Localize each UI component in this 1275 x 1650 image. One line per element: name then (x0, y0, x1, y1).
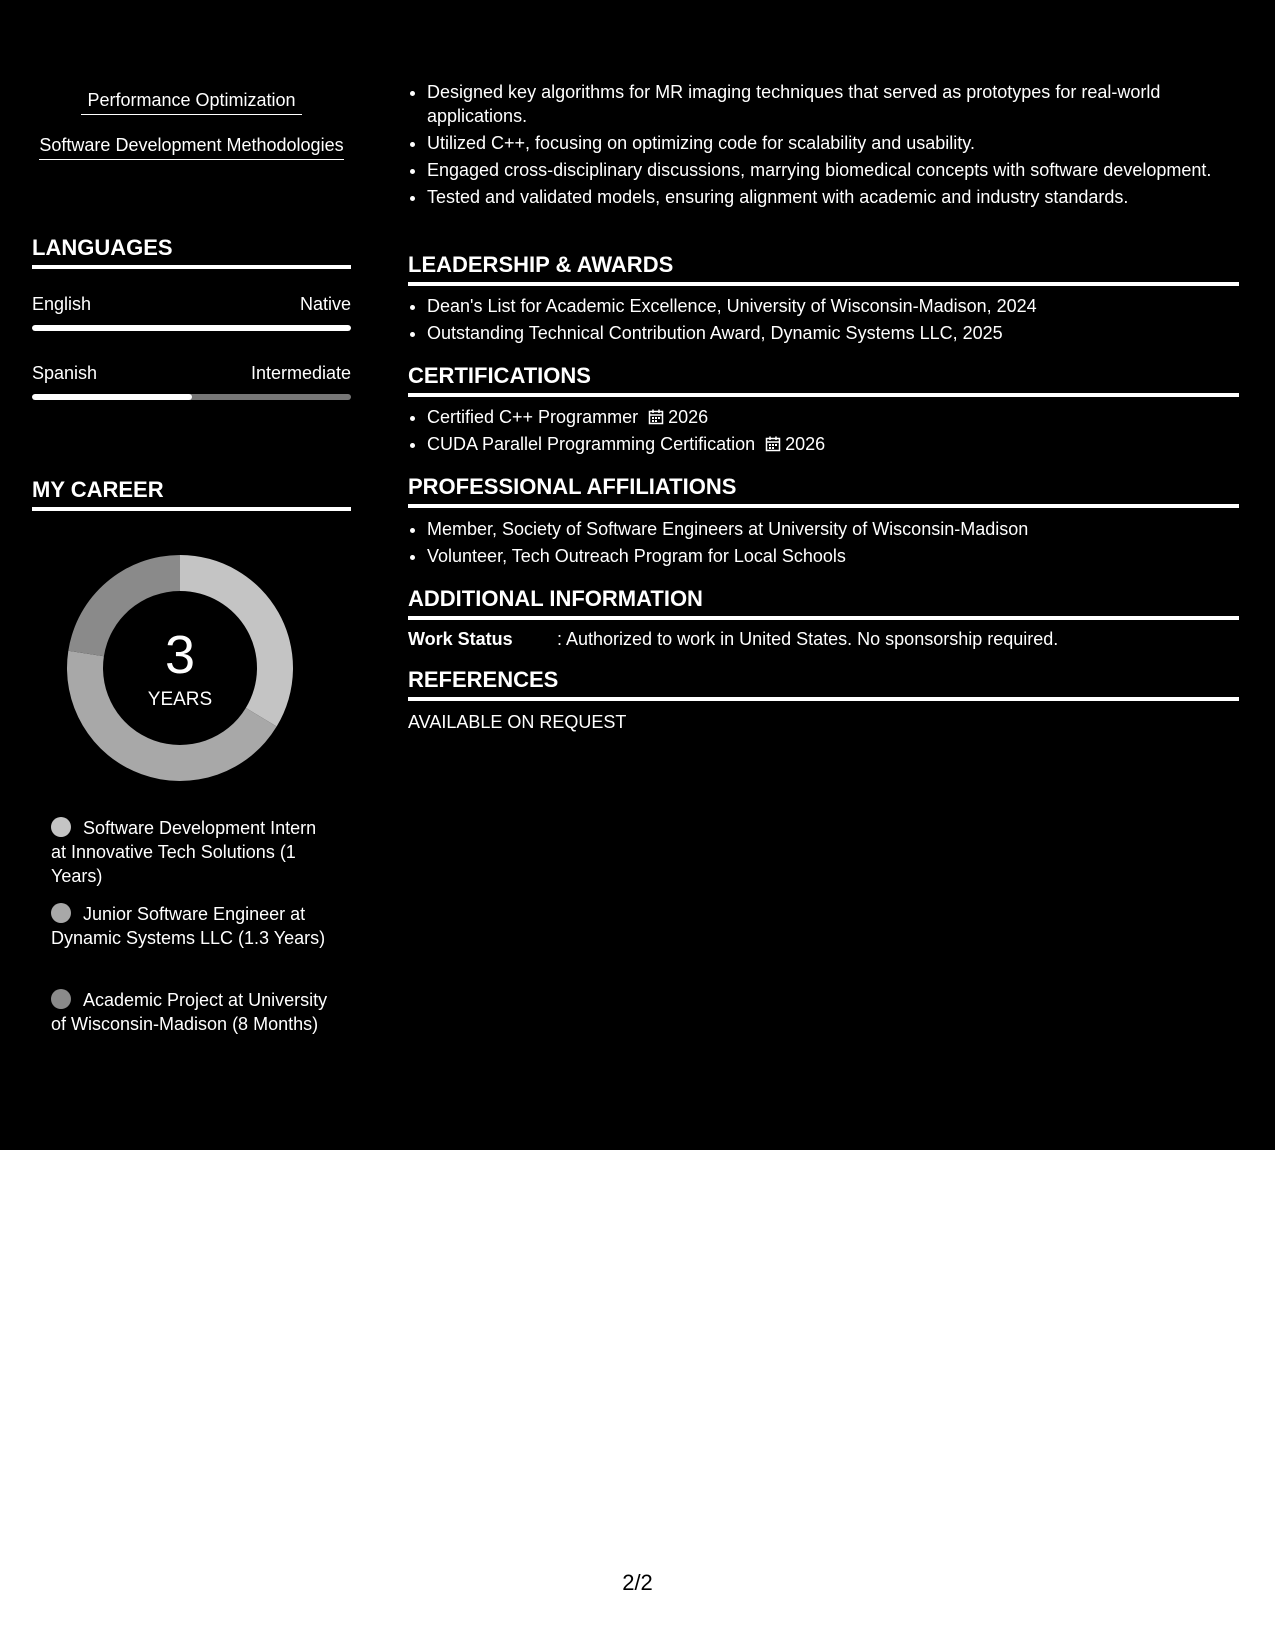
page-number: 2/2 (622, 1570, 653, 1595)
references-text: AVAILABLE ON REQUEST (408, 712, 627, 732)
list-item: • Tested and validated models, ensuring alignment with academic and industry standards. (427, 185, 1257, 209)
calendar-icon (765, 436, 781, 452)
legend-dot (51, 989, 71, 1009)
certification-year: 2026 (785, 434, 826, 454)
legend-dot (51, 903, 71, 923)
list-item: • Volunteer, Tech Outreach Program for Local Schools (427, 544, 1028, 568)
leadership-heading: LEADERSHIP & AWARDS (408, 251, 1239, 286)
language-name: Spanish (32, 363, 98, 383)
list-item: • Designed key algorithms for MR imaging techniques that served as prototypes for real-world applications. (427, 80, 1257, 128)
career-total-value: 3 (164, 625, 196, 685)
career-legend-label: Academic Project at University of Wisconsin-Madison (8 Months) (51, 990, 328, 1034)
experience-bullets (408, 80, 1257, 212)
certifications-list (408, 405, 825, 459)
skill-item: Performance Optimization (81, 88, 302, 115)
language-level: Intermediate (250, 363, 351, 383)
career-legend-item (51, 902, 331, 950)
career-legend-item (51, 988, 331, 1036)
certification-name: Certified C++ Programmer (427, 407, 639, 427)
certification-name: CUDA Parallel Programming Certification (427, 434, 756, 454)
leadership-list (408, 294, 1037, 348)
additional-info-heading: ADDITIONAL INFORMATION (408, 585, 1239, 620)
language-bar-fill (32, 394, 192, 400)
skill-item: Software Development Methodologies (39, 133, 344, 160)
affiliations-list (408, 517, 1028, 571)
language-bar-fill (32, 325, 351, 331)
language-name: English (32, 294, 92, 314)
calendar-icon (648, 409, 664, 425)
career-legend-item (51, 816, 331, 888)
work-status-value: : Authorized to work in United States. No sponsorship required. (557, 629, 1059, 649)
list-item: • Dean's List for Academic Excellence, University of Wisconsin-Madison, 2024 (427, 294, 1037, 318)
language-bar (32, 394, 351, 400)
certification-year: 2026 (668, 407, 709, 427)
affiliations-heading: PROFESSIONAL AFFILIATIONS (408, 473, 1239, 508)
list-item (427, 405, 825, 429)
list-item (427, 432, 825, 456)
legend-dot (51, 817, 71, 837)
sidebar (0, 0, 380, 1150)
career-total-unit: YEARS (147, 689, 213, 710)
career-legend-label: Software Development Intern at Innovative Tech Solutions (1 Years) (51, 818, 317, 886)
languages-heading: LANGUAGES (32, 234, 351, 269)
list-item: • Outstanding Technical Contribution Award, Dynamic Systems LLC, 2025 (427, 321, 1037, 345)
list-item: • Utilized C++, focusing on optimizing code for scalability and usability. (427, 131, 1257, 155)
list-item: • Member, Society of Software Engineers at University of Wisconsin-Madison (427, 517, 1028, 541)
career-heading: MY CAREER (32, 476, 351, 511)
work-status-label: Work Status (408, 629, 513, 649)
career-legend-label: Junior Software Engineer at Dynamic Systems LLC (1.3 Years) (51, 904, 326, 948)
references-heading: REFERENCES (408, 666, 1239, 701)
language-bar (32, 325, 351, 331)
certifications-heading: CERTIFICATIONS (408, 362, 1239, 397)
language-level: Native (299, 294, 351, 314)
list-item: • Engaged cross-disciplinary discussions, marrying biomedical concepts with software development. (427, 158, 1257, 182)
